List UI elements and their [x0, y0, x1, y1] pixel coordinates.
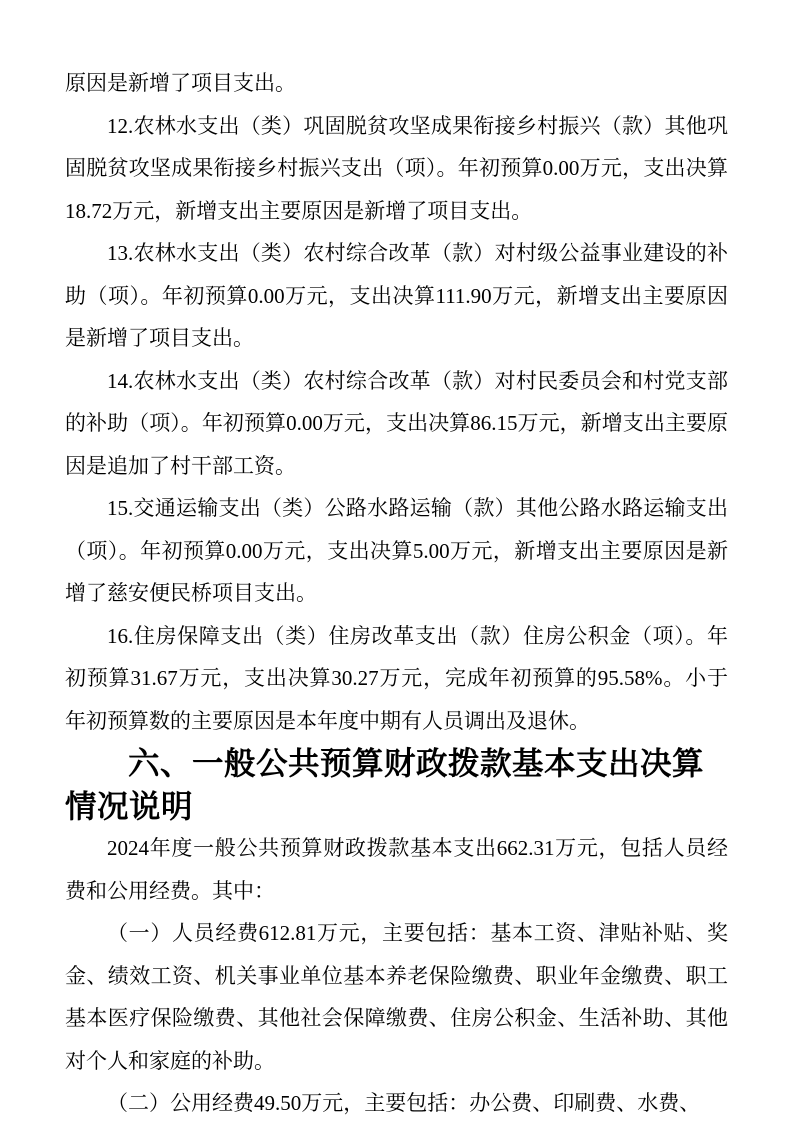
paragraph-11-tail: 原因是新增了项目支出。	[65, 71, 296, 95]
paragraph-basic-expenditure-total: 2024年度一般公共预算财政拨款基本支出662.31万元，包括人员经费和公用经费。其中：	[65, 836, 728, 903]
paragraph-15: 15.交通运输支出（类）公路水路运输（款）其他公路水路运输支出（项）。年初预算0.00万元，支出决算5.00万元，新增支出主要原因是新增了慈安便民桥项目支出。	[65, 496, 728, 605]
paragraph-personnel-expenses: （一）人员经费612.81万元，主要包括：基本工资、津贴补贴、奖金、绩效工资、机关事业单位基本养老保险缴费、职业年金缴费、职工基本医疗保险缴费、其他社会保障缴费、住房公积金、生活补助、其他对个人和家庭的补助。	[65, 921, 728, 1073]
section-heading: 六、一般公共预算财政拨款基本支出决算情况说明	[65, 745, 705, 824]
paragraph-12: 12.农林水支出（类）巩固脱贫攻坚成果衔接乡村振兴（款）其他巩固脱贫攻坚成果衔接乡村振兴支出（项）。年初预算0.00万元，支出决算18.72万元，新增支出主要原因是新增了项目支出。	[65, 113, 728, 223]
paragraph-14: 14.农林水支出（类）农村综合改革（款）对村民委员会和村党支部的补助（项）。年初预算0.00万元，支出决算86.15万元，新增支出主要原因是追加了村干部工资。	[65, 368, 728, 478]
paragraph-public-funds: （二）公用经费49.50万元，主要包括：办公费、印刷费、水费、	[107, 1091, 701, 1115]
paragraph-13: 13.农林水支出（类）农村综合改革（款）对村级公益事业建设的补助（项）。年初预算0.00万元，支出决算111.90万元，新增支出主要原因是新增了项目支出。	[65, 241, 728, 350]
paragraph-16: 16.住房保障支出（类）住房改革支出（款）住房公积金（项）。年初预算31.67万元，支出决算30.27万元，完成年初预算的95.58%。小于年初预算数的主要原因是本年度中期有人员调出及退休。	[65, 623, 728, 733]
